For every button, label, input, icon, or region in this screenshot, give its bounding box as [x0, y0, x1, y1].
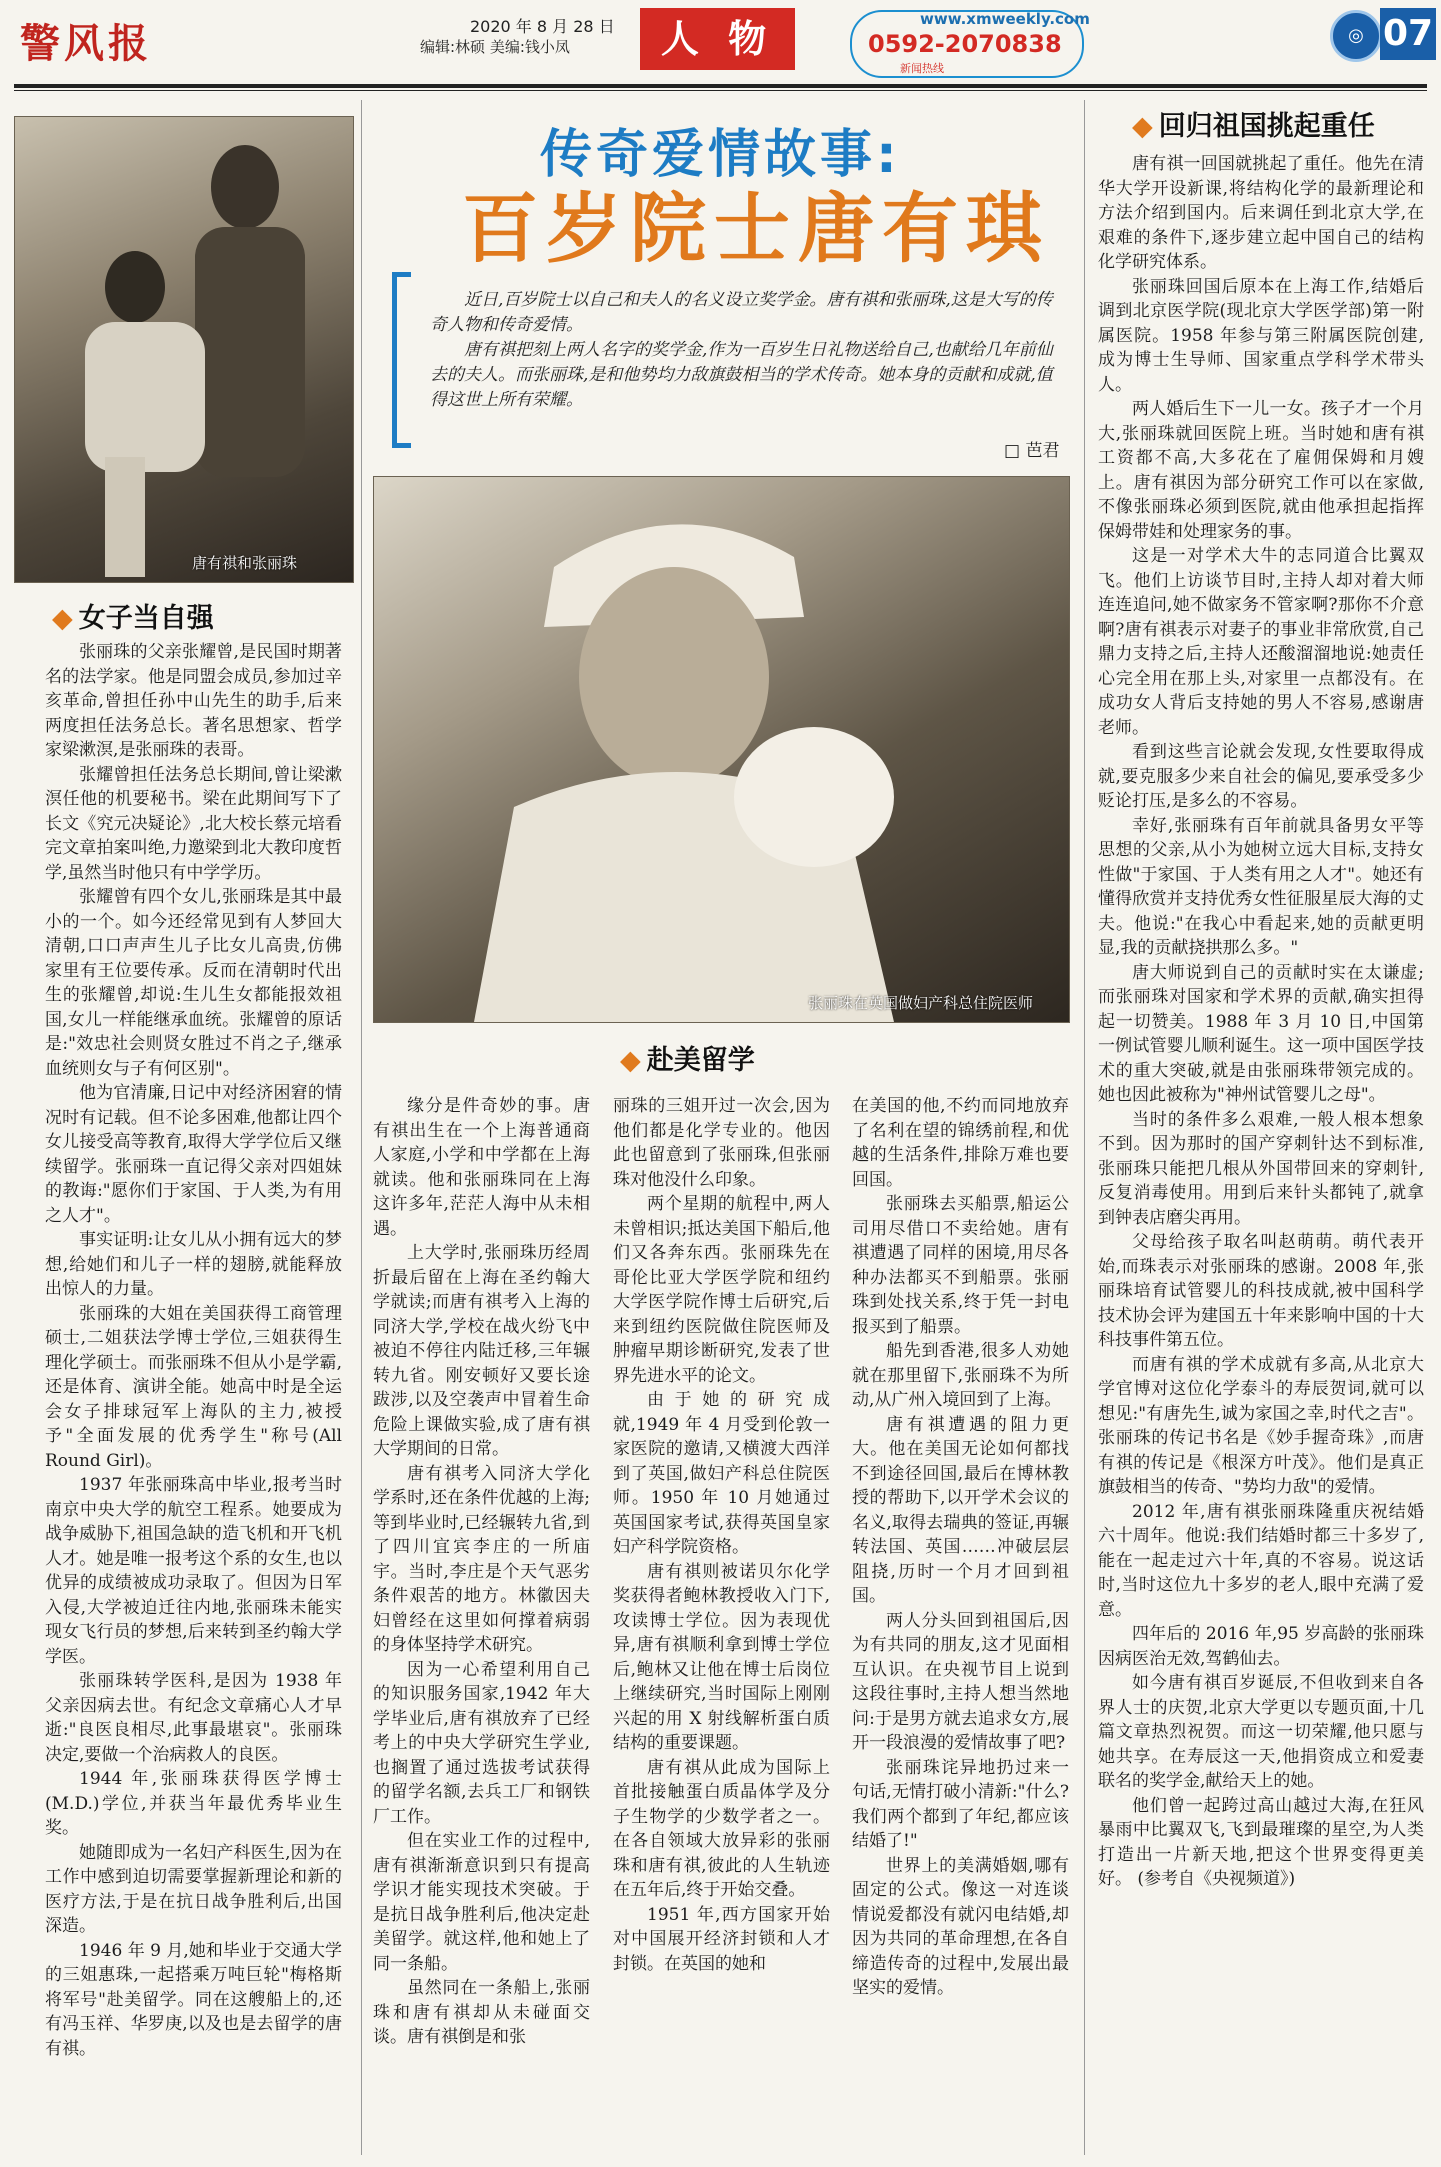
author-byline: □ 芭君 [1004, 441, 1060, 461]
header-rule-thin [14, 90, 1427, 91]
article-column-5 [1098, 152, 1424, 1892]
nurse-photo [373, 476, 1070, 1023]
couple-photo [14, 116, 354, 583]
editors-line: 编辑:林硕 美编:钱小凤 [420, 38, 570, 56]
site-url: www.xmweekly.com [920, 10, 1090, 28]
nurse-photo-figure [374, 477, 1069, 1022]
photo2-caption: 张丽珠在英国做妇产科总住院医师 [808, 994, 1034, 1012]
article-column-2 [373, 1094, 590, 2050]
section-title-3-text: 回归祖国挑起重任 [1158, 111, 1375, 142]
article-paragraph: 唐有祺遭遇的阻力更大。他在美国无论如何都找不到途径回国,最后在博林教授的帮助下,以开学术会议的名义,取得去瑞典的签证,再辗转法国、英国……冲破层层阻挠,历时一个月才回到祖国。 [852, 1414, 1069, 1606]
paper-logo-icon: ◎ [1330, 10, 1382, 62]
article-paragraph: 由于她的研究成就,1949 年 4 月受到伦敦一家医院的邀请,又横渡大西洋到了英国,做妇产科总住院医师。1950 年 10 月她通过英国国家考试,获得英国皇家妇产科学院资格。 [613, 1390, 830, 1557]
intro-bracket [392, 272, 411, 448]
issue-date: 2020 年 8 月 28 日 [470, 17, 615, 36]
section-title-1 [52, 596, 214, 635]
article-paragraph: 缘分是件奇妙的事。唐有祺出生在一个上海普通商人家庭,小学和中学都在上海就读。他和张丽珠同在上海这许多年,茫茫人海中从未相遇。 [373, 1096, 590, 1239]
hotline-phone: 0592-2070838 [868, 30, 1062, 58]
column-divider [361, 100, 362, 2155]
article-paragraph: 1946 年 9 月,她和毕业于交通大学的三姐惠珠,一起搭乘万吨巨轮"梅格斯将军号"赴美留学。同在这艘船上的,还有冯玉祥、华罗庚,以及也是去留学的唐有祺。 [45, 1940, 342, 2059]
article-paragraph: 张丽珠的父亲张耀曾,是民国时期著名的法学家。他是同盟会成员,参加过辛亥革命,曾担任孙中山先生的助手,后来两度担任法务总长。著名思想家、哲学家梁漱溟,是张丽珠的表哥。 [45, 642, 342, 760]
article-paragraph: 在美国的他,不约而同地放弃了名利在望的锦绣前程,和优越的生活条件,排除万难也要回国。 [852, 1096, 1069, 1190]
couple-photo-figures [15, 117, 353, 582]
column-divider [1084, 100, 1085, 2155]
article-paragraph: 唐有祺一回国就挑起了重任。他先在清华大学开设新课,将结构化学的最新理论和方法介绍到国内。后来调任到北京大学,在艰难的条件下,逐步建立起中国自己的结构化学研究体系。 [1098, 154, 1424, 272]
article-paragraph: 幸好,张丽珠有百年前就具备男女平等思想的父亲,从小为她树立远大目标,支持女性做"于家国、于人类有用之人才"。她还有懂得欣赏并支持优秀女性征服星辰大海的丈夫。他说:"在我心中看起来,她的贡献更明显,我的贡献挠拱那么多。" [1098, 815, 1424, 958]
intro-paragraph: 近日,百岁院士以自己和夫人的名义设立奖学金。唐有祺和张丽珠,这是大写的传奇人物和传奇爱情。 [430, 290, 1053, 335]
article-paragraph: 两人分头回到祖国后,因为有共同的朋友,这才见面相互认识。在央视节目上说到这段往事时,主持人想当然地问:于是男方就去追求女方,展开一段浪漫的爱情故事了吧? [852, 1610, 1069, 1753]
masthead: 警风报 [20, 20, 152, 67]
article-paragraph: 船先到香港,很多人劝她就在那里留下,张丽珠不为所动,从广州入境回到了上海。 [852, 1341, 1069, 1410]
article-paragraph: 事实证明:让女儿从小拥有远大的梦想,给她们和儿子一样的翅膀,就能释放出惊人的力量。 [45, 1230, 342, 1299]
diamond-icon: ◆ [52, 603, 73, 634]
article-paragraph: 她随即成为一名妇产科医生,因为在工作中感到迫切需要掌握新理论和新的医疗方法,于是在抗日战争胜利后,出国深造。 [45, 1842, 342, 1936]
article-paragraph: 张丽珠诧异地扔过来一句话,无情打破小清新:"什么?我们两个都到了年纪,都应该结婚了!" [852, 1757, 1069, 1851]
article-paragraph: 唐有祺则被诺贝尔化学奖获得者鲍林教授收入门下,攻读博士学位。因为表现优异,唐有祺顺利拿到博士学位后,鲍林又让他在博士后岗位上继续研究,当时国际上刚刚兴起的用 X 射线解析蛋白质结构的重要课题。 [613, 1561, 830, 1753]
article-paragraph: 唐有祺从此成为国际上首批接触蛋白质晶体学及分子生物学的少数学者之一。在各自领域大放异彩的张丽珠和唐有祺,彼此的人生轨迹在五年后,终于开始交叠。 [613, 1757, 830, 1900]
article-paragraph: 世界上的美满婚姻,哪有固定的公式。像这一对连谈情说爱都没有就闪电结婚,却因为共同的革命理想,在各自缔造传奇的过程中,发展出最坚实的爱情。 [852, 1855, 1069, 1998]
headline-line1: 传奇爱情故事: [540, 125, 901, 185]
article-paragraph: 丽珠的三姐开过一次会,因为他们都是化学专业的。他因此也留意到了张丽珠,但张丽珠对他没什么印象。 [613, 1096, 830, 1190]
headline-line2: 百岁院士唐有琪 [462, 184, 1050, 273]
article-paragraph: 四年后的 2016 年,95 岁高龄的张丽珠因病医治无效,驾鹤仙去。 [1098, 1624, 1424, 1669]
article-paragraph: 唐有祺考入同济大学化学系时,还在条件优越的上海;等到毕业时,已经辗转九省,到了四川宜宾李庄的一所庙宇。当时,李庄是个天气恶劣条件艰苦的地方。林徽因夫妇曾经在这里如何撑着病弱的身体坚持学术研究。 [373, 1463, 590, 1655]
section-title-3 [1132, 104, 1375, 143]
header-rule [14, 84, 1427, 88]
article-paragraph: 这是一对学术大牛的志同道合比翼双飞。他们上访谈节目时,主持人却对着大师连连追问,她不做家务不管家啊?那你不介意啊?唐有祺表示对妻子的事业非常欣赏,自己鼎力支持之后,主持人还酸溜溜地说:她责任心完全用在那上头,对家里一点都没有。在成功女人背后支持她的男人不容易,感谢唐老师。 [1098, 546, 1424, 738]
article-paragraph: 虽然同在一条船上,张丽珠和唐有祺却从未碰面交谈。唐有祺倒是和张 [373, 1978, 590, 2047]
article-paragraph: 张丽珠转学医科,是因为 1938 年父亲因病去世。有纪念文章痛心人才早逝:"良医良相尽,此事最堪哀"。张丽珠决定,要做一个治病救人的良医。 [45, 1671, 342, 1765]
article-paragraph: 当时的条件多么艰难,一般人根本想象不到。因为那时的国产穿刺针达不到标准,张丽珠只能把几根从外国带回来的穿刺针,反复消毒使用。用到后来针头都钝了,就拿到钟表店磨尖再用。 [1098, 1109, 1424, 1228]
intro-paragraph: 唐有祺把刻上两人名字的奖学金,作为一百岁生日礼物送给自己,也献给几年前仙去的夫人。而张丽珠,是和他势均力敌旗鼓相当的学术传奇。她本身的贡献和成就,值得这世上所有荣耀。 [430, 340, 1053, 410]
section-tag: 人 物 [640, 8, 795, 70]
article-paragraph: 张耀曾担任法务总长期间,曾让梁漱溟任他的机要秘书。梁在此期间写下了长文《究元决疑论》,北大校长蔡元培看完文章拍案叫绝,力邀梁到北大教印度哲学,虽然当时他只有中学学历。 [45, 764, 342, 883]
section-title-1-text: 女子当自强 [78, 603, 214, 634]
article-column-1 [45, 640, 342, 2061]
article-paragraph: 如今唐有祺百岁诞辰,不但收到来自各界人士的庆贺,北京大学更以专题页面,十几篇文章热烈祝贺。而这一切荣耀,他只愿与她共享。在寿辰这一天,他捐资成立和爱妻联名的奖学金,献给天上的她。 [1098, 1673, 1424, 1791]
article-paragraph: 因为一心希望利用自己的知识服务国家,1942 年大学毕业后,唐有祺放弃了已经考上的中央大学研究生学业,也搁置了通过选拔考试获得的留学名额,去兵工厂和钢铁厂工作。 [373, 1659, 590, 1827]
article-column-3 [613, 1094, 830, 1976]
article-paragraph: 而唐有祺的学术成就有多高,从北京大学官博对这位化学泰斗的寿辰贺词,就可以想见:"有唐先生,诚为家国之幸,时代之吉"。张丽珠的传记书名是《妙手握奇珠》,而唐有祺的传记是《根深方叶茂》。他们是真正旗鼓相当的传奇、"势均力敌"的爱情。 [1098, 1354, 1424, 1497]
article-paragraph: 他为官清廉,日记中对经济困窘的情况时有记载。但不论多困难,他都让四个女儿接受高等教育,取得大学学位后又继续留学。张丽珠一直记得父亲对四姐妹的教诲:"愿你们于家国、于人类,为有用之人才"。 [45, 1083, 342, 1226]
article-paragraph: 两人婚后生下一儿一女。孩子才一个月大,张丽珠就回医院上班。当时她和唐有祺工资都不高,大多花在了雇佣保姆和月嫂上。唐有祺因为部分研究工作可以在家做,不像张丽珠必须到医院,就由他承担起指挥保姆带娃和处理家务的事。 [1098, 399, 1424, 542]
article-paragraph: 看到这些言论就会发现,女性要取得成就,要克服多少来自社会的偏见,要承受多少贬论打压,是多么的不容易。 [1098, 742, 1424, 811]
intro-text [430, 288, 1060, 413]
article-paragraph: 但在实业工作的过程中,唐有祺渐渐意识到只有提高学识才能实现技术突破。于是抗日战争胜利后,他决定赴美留学。就这样,他和她上了同一条船。 [373, 1831, 590, 1974]
article-column-4 [852, 1094, 1069, 2001]
article-paragraph: 张丽珠的大姐在美国获得工商管理硕士,二姐获法学博士学位,三姐获得生理化学硕士。而张丽珠不但从小是学霸,还是体育、演讲全能。她高中时是全运会女子排球冠军上海队的主力,被授予"全面发展的优秀学生"称号(All Round Girl)。 [45, 1303, 342, 1471]
article-paragraph: 他们曾一起跨过高山越过大海,在狂风暴雨中比翼双飞,飞到最璀璨的星空,为人类打造出一片新天地,把这个世界变得更美好。 (参考自《央视频道》) [1098, 1795, 1424, 1889]
diamond-icon: ◆ [1132, 111, 1153, 142]
article-paragraph: 1951 年,西方国家开始对中国展开经济封锁和人才封锁。在英国的她和 [613, 1904, 830, 1974]
photo1-caption: 唐有祺和张丽珠 [192, 554, 298, 572]
article-paragraph: 张耀曾有四个女儿,张丽珠是其中最小的一个。如今还经常见到有人梦回大清朝,口口声声生儿子比女儿高贵,仿佛家里有王位要传承。反而在清朝时代出生的张耀曾,却说:生儿生女都能报效祖国,女儿一样能继承血统。张耀曾的原话是:"效忠社会则贤女胜过不肖之子,继承血统则女与子有何区别"。 [45, 887, 342, 1079]
article-paragraph: 1937 年张丽珠高中毕业,报考当时南京中央大学的航空工程系。她要成为战争威胁下,祖国急缺的造飞机和开飞机人才。她是唯一报考这个系的女生,也以优异的成绩被成功录取了。但因为日军入侵,大学被迫迁往内地,张丽珠未能实现女飞行员的梦想,后来转到圣约翰大学学医。 [45, 1475, 342, 1667]
page-number: 07 [1380, 8, 1436, 60]
diamond-icon: ◆ [620, 1045, 641, 1076]
article-paragraph: 张丽珠回国后原本在上海工作,结婚后调到北京医学院(现北京大学医学部)第一附属医院。1958 年参与第三附属医院创建,成为博士生导师、国家重点学科学术带头人。 [1098, 276, 1424, 395]
article-paragraph: 两个星期的航程中,两人未曾相识;抵达美国下船后,他们又各奔东西。张丽珠先在哥伦比亚大学医学院和纽约大学医学院作博士后研究,后来到纽约医院做住院医师及肿瘤早期诊断研究,发表了世界先进水平的论文。 [613, 1194, 830, 1386]
article-paragraph: 1944 年,张丽珠获得医学博士(M.D.)学位,并获当年最优秀毕业生奖。 [45, 1769, 342, 1838]
article-paragraph: 上大学时,张丽珠历经周折最后留在上海在圣约翰大学就读;而唐有祺考入上海的同济大学,学校在战火纷飞中被迫不停往内陆迁移,三年辗转九省。刚安顿好又要长途跋涉,以及空袭声中冒着生命危险上课做实验,成了唐有祺大学期间的日常。 [373, 1243, 590, 1459]
article-paragraph: 唐大师说到自己的贡献时实在太谦虚;而张丽珠对国家和学术界的贡献,确实担得起一切赞美。1988 年 3 月 10 日,中国第一例试管婴儿顺利诞生。这一项中国医学技术的重大突破,就是由张丽珠带领完成的。她也因此被称为"神州试管婴儿之母"。 [1098, 962, 1424, 1105]
article-paragraph: 张丽珠去买船票,船运公司用尽借口不卖给她。唐有祺遭遇了同样的困境,用尽各种办法都买不到船票。张丽珠到处找关系,终于凭一封电报买到了船票。 [852, 1194, 1069, 1337]
article-paragraph: 父母给孩子取名叫赵萌萌。萌代表开始,而珠表示对张丽珠的感谢。2008 年,张丽珠培育试管婴儿的科技成就,被中国科学技术协会评为建国五十年来影响中国的十大科技事件第五位。 [1098, 1232, 1424, 1350]
hotline-label: 新闻热线 [900, 62, 944, 75]
article-paragraph: 2012 年,唐有祺张丽珠隆重庆祝结婚六十周年。他说:我们结婚时都三十多岁了,能在一起走过六十年,真的不容易。说这话时,当时这位九十多岁的老人,眼中充满了爱意。 [1098, 1501, 1424, 1620]
section-title-2-text: 赴美留学 [646, 1045, 755, 1076]
section-title-2 [620, 1038, 755, 1077]
